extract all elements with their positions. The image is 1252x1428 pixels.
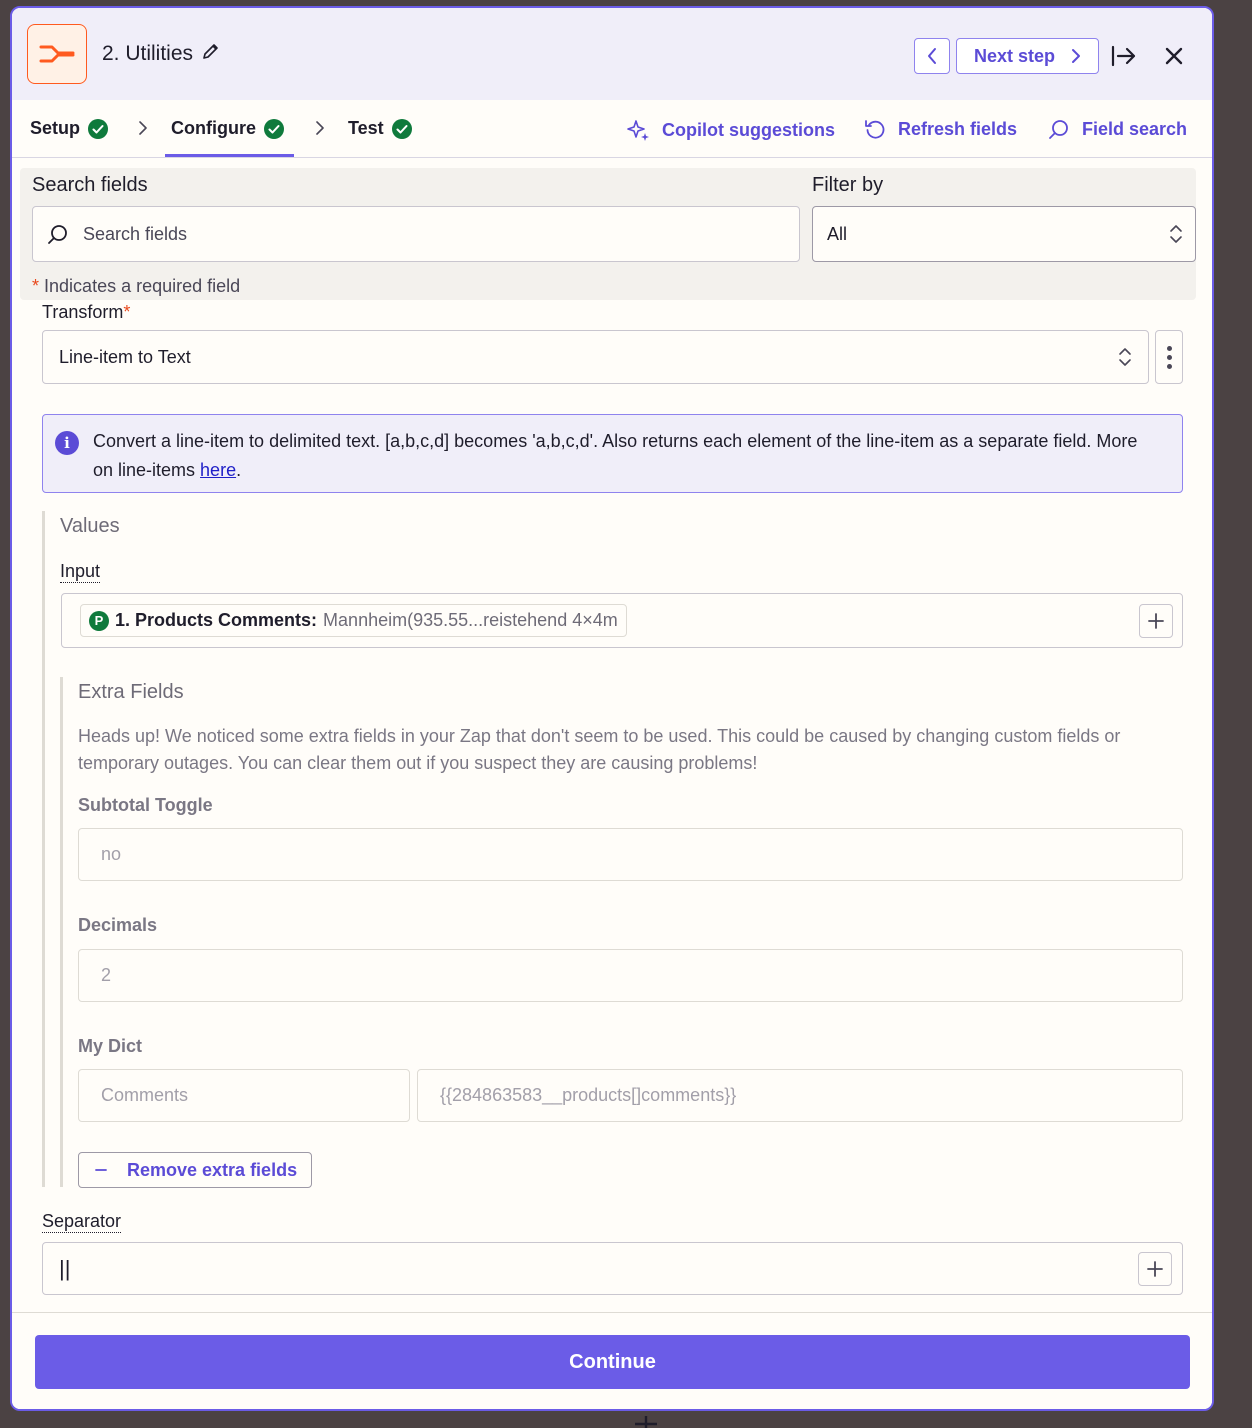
chevron-right-icon — [1071, 48, 1081, 64]
search-icon — [47, 223, 69, 245]
chevron-up-down-icon — [1118, 346, 1132, 368]
step-title[interactable] — [102, 41, 221, 67]
transform-label — [42, 302, 130, 323]
my-dict-value: {{284863583__products[]comments}} — [440, 1085, 737, 1105]
chevron-up-down-icon — [1169, 223, 1183, 245]
tab-test-label: Test — [348, 118, 384, 138]
tab-test[interactable] — [348, 118, 412, 139]
arrow-to-right-icon — [1110, 44, 1138, 68]
tab-configure[interactable] — [171, 118, 284, 139]
previous-step-button[interactable] — [914, 38, 950, 74]
utilities-app-icon — [27, 24, 87, 84]
refresh-fields-button[interactable] — [864, 118, 1017, 140]
search-fields-label: Search fields — [32, 174, 148, 196]
separator-value: || — [59, 1255, 71, 1281]
filter-by-label: Filter by — [812, 174, 884, 196]
input-label-text: Input — [60, 561, 101, 581]
step-panel — [10, 6, 1214, 1411]
close-button[interactable] — [1158, 40, 1190, 72]
search-fields-placeholder: Search fields — [83, 223, 188, 244]
chevron-left-icon — [926, 47, 938, 65]
chevron-right-icon — [138, 120, 148, 136]
step-tabs — [12, 100, 1212, 158]
values-title: Values — [60, 515, 120, 537]
decimals-value: 2 — [101, 965, 112, 985]
refresh-fields-label: Refresh fields — [898, 118, 1018, 139]
input-field[interactable] — [61, 593, 1183, 648]
remove-extra-fields-label: Remove extra fields — [127, 1159, 298, 1180]
transform-label-text: Transform — [42, 302, 124, 322]
sparkle-icon — [626, 118, 650, 142]
plus-icon — [1147, 612, 1165, 630]
next-step-label: Next step — [973, 45, 1056, 66]
required-asterisk: * — [123, 302, 131, 322]
refresh-icon — [864, 118, 886, 140]
required-asterisk: * — [32, 276, 40, 296]
transform-value: Line-item to Text — [59, 346, 191, 367]
decimals-label: Decimals — [78, 915, 158, 935]
copilot-suggestions-label: Copilot suggestions — [662, 119, 835, 140]
edit-pencil-icon[interactable] — [201, 41, 221, 67]
info-text: Convert a line-item to delimited text. [a,b,c,d] becomes 'a,b,c,d'. Also returns each element of the line-item as a separate field. More on line-items — [93, 431, 1138, 480]
check-circle-icon — [88, 119, 108, 139]
check-circle-icon — [264, 119, 284, 139]
info-icon: i — [55, 431, 79, 455]
pill-key: 1. Products Comments: — [115, 610, 318, 630]
mapped-field-pill[interactable] — [80, 604, 627, 637]
search-fields-section — [20, 168, 1196, 300]
insert-data-button[interactable] — [1139, 604, 1173, 638]
info-banner — [42, 414, 1183, 493]
check-circle-icon — [392, 119, 412, 139]
subtotal-toggle-field — [78, 828, 1183, 881]
subtotal-toggle-value: no — [101, 844, 122, 864]
transform-select[interactable] — [42, 330, 1149, 384]
close-icon — [1164, 46, 1184, 66]
separator-label-text: Separator — [42, 1211, 122, 1231]
my-dict-key-field — [78, 1069, 410, 1122]
required-field-note — [32, 276, 240, 297]
info-text-end: . — [236, 460, 242, 480]
filter-by-value: All — [827, 223, 848, 244]
extra-fields-notice: Heads up! We noticed some extra fields in your Zap that don't seem to be used. This could be caused by changing custom fields or temporary outages. You can clear them out if you suspect they are causing problems! — [78, 726, 1121, 773]
step-title-text: 2. Utilities — [102, 42, 194, 65]
tab-setup-label: Setup — [30, 118, 81, 138]
subtotal-toggle-label: Subtotal Toggle — [78, 795, 213, 815]
chevron-right-icon — [315, 120, 325, 136]
copilot-suggestions-button[interactable] — [626, 118, 835, 142]
add-step-plus-icon[interactable] — [634, 1414, 658, 1428]
decimals-field — [78, 949, 1183, 1002]
remove-extra-fields-button[interactable] — [78, 1152, 312, 1188]
input-label — [60, 561, 100, 582]
insert-data-button[interactable] — [1138, 1252, 1172, 1286]
panel-header — [12, 8, 1212, 100]
my-dict-label: My Dict — [78, 1036, 143, 1056]
more-options-icon[interactable] — [1155, 330, 1183, 384]
extra-fields-title: Extra Fields — [78, 681, 184, 703]
panel-footer — [12, 1312, 1212, 1411]
collapse-panel-button[interactable] — [1108, 40, 1140, 72]
separator-input[interactable] — [42, 1242, 1183, 1295]
search-fields-input[interactable] — [32, 206, 800, 262]
search-icon — [1048, 118, 1070, 140]
tab-setup[interactable] — [30, 118, 108, 139]
info-link-here[interactable]: here — [200, 460, 237, 480]
values-group-rail — [42, 511, 45, 1187]
separator-label — [42, 1211, 121, 1232]
pipedrive-app-icon: P — [89, 611, 109, 631]
next-step-button[interactable] — [956, 38, 1099, 74]
tab-configure-label: Configure — [171, 118, 256, 138]
field-search-label: Field search — [1082, 118, 1188, 139]
continue-button[interactable]: Continue — [35, 1335, 1190, 1389]
filter-by-select[interactable] — [812, 206, 1196, 262]
minus-icon — [95, 1168, 107, 1172]
required-note-text: Indicates a required field — [44, 276, 241, 296]
my-dict-value-field — [417, 1069, 1183, 1122]
field-search-button[interactable] — [1048, 118, 1187, 140]
my-dict-key: Comments — [101, 1085, 189, 1105]
extra-fields-rail — [60, 677, 63, 1187]
active-tab-indicator — [165, 154, 294, 157]
pill-value: Mannheim(935.55...reistehend 4×4m — [323, 610, 618, 630]
plus-icon — [1146, 1260, 1164, 1278]
